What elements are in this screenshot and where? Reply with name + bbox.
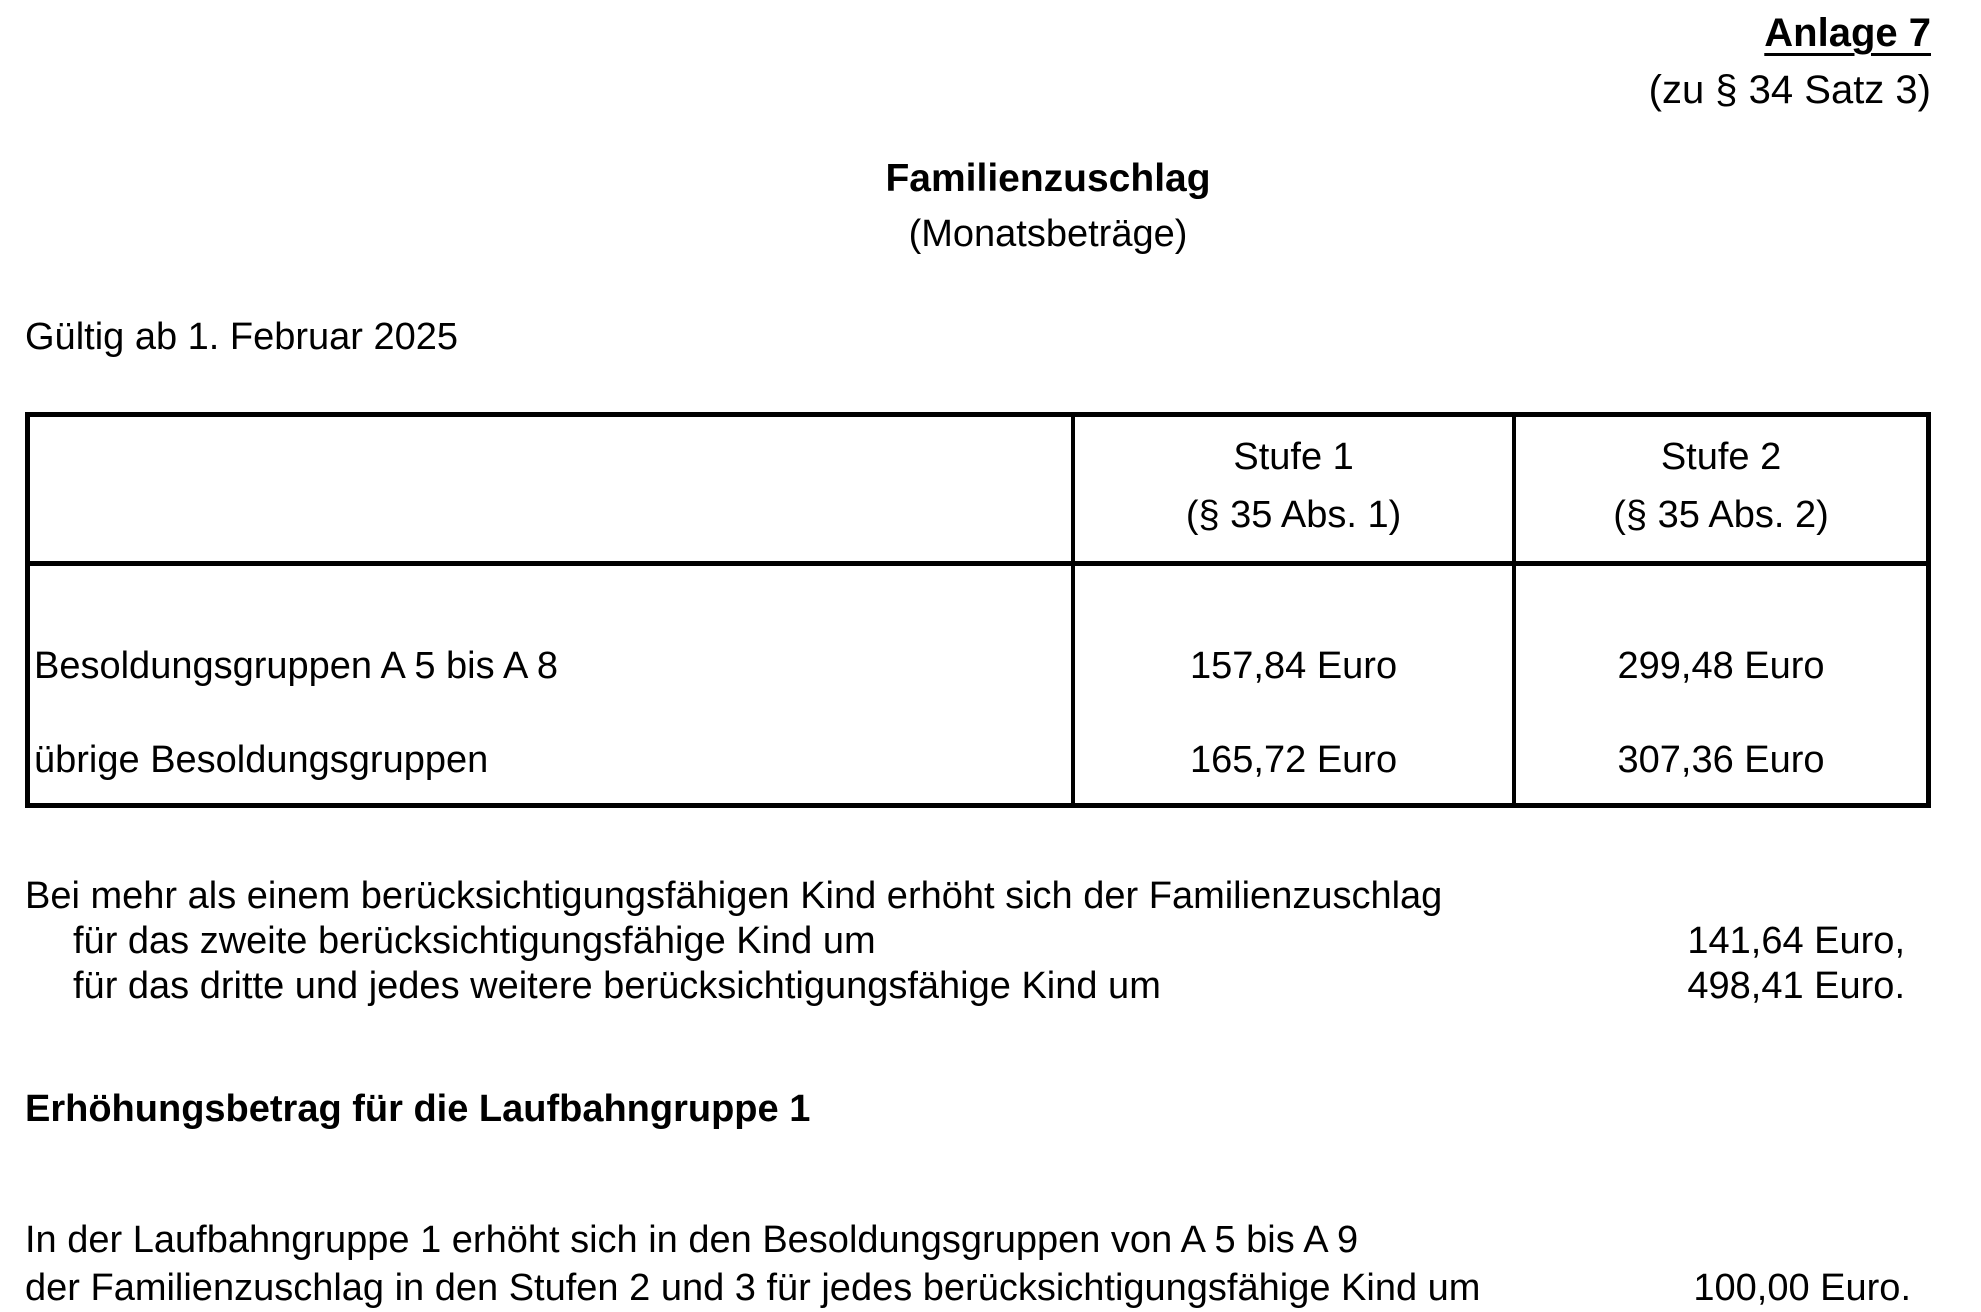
header-stufe1-ref: (§ 35 Abs. 1) bbox=[1185, 493, 1402, 536]
stufe2-value: 307,36 Euro bbox=[1617, 739, 1825, 782]
second-child-amount: 141,64 Euro, bbox=[1687, 920, 1905, 963]
annex-reference: (zu § 34 Satz 3) bbox=[1648, 68, 1931, 113]
increase-line2-text: der Familienzuschlag in den Stufen 2 und 3 für jedes berücksichtigungsfähige Kind um bbox=[25, 1267, 1481, 1310]
increase-section-heading: Erhöhungsbetrag für die Laufbahngruppe 1 bbox=[25, 1088, 811, 1131]
row-labels-cell bbox=[28, 563, 1074, 806]
validity-date: Gültig ab 1. Februar 2025 bbox=[25, 316, 459, 359]
third-child-amount: 498,41 Euro. bbox=[1687, 965, 1905, 1008]
header-stufe1-cell bbox=[1073, 415, 1514, 564]
header-stufe1-title: Stufe 1 bbox=[1233, 436, 1354, 479]
stufe2-value: 299,48 Euro bbox=[1617, 644, 1825, 687]
stufe2-values-cell bbox=[1514, 563, 1928, 806]
second-child-line bbox=[25, 919, 1931, 964]
header-stufe2-cell bbox=[1514, 415, 1928, 564]
increase-amount: 100,00 Euro. bbox=[1693, 1267, 1911, 1310]
children-allowance-note bbox=[25, 874, 1931, 1009]
note-intro: Bei mehr als einem berücksichtigungsfähigen Kind erhöht sich der Familienzuschlag bbox=[25, 875, 1443, 918]
stufe1-value: 157,84 Euro bbox=[1190, 644, 1398, 687]
title-block bbox=[165, 156, 1931, 257]
header-empty-cell bbox=[28, 415, 1074, 564]
header-stufe2-title: Stufe 2 bbox=[1660, 436, 1782, 479]
second-child-text: für das zweite berücksichtigungsfähige Kind um bbox=[73, 920, 876, 963]
header-stufe2-ref: (§ 35 Abs. 2) bbox=[1613, 493, 1829, 536]
stufe1-values-cell bbox=[1073, 563, 1514, 806]
increase-paragraph bbox=[25, 1216, 1931, 1312]
document-subtitle: (Monatsbeträge) bbox=[908, 213, 1188, 256]
increase-line2 bbox=[25, 1264, 1931, 1312]
familienzuschlag-table bbox=[25, 412, 1931, 808]
document-title: Familienzuschlag bbox=[885, 157, 1211, 201]
third-child-text: für das dritte und jedes weitere berücksichtigungsfähige Kind um bbox=[73, 965, 1161, 1008]
row-label: Besoldungsgruppen A 5 bis A 8 bbox=[34, 644, 558, 687]
annex-block bbox=[25, 10, 1931, 114]
row-label: übrige Besoldungsgruppen bbox=[34, 739, 489, 782]
increase-line1: In der Laufbahngruppe 1 erhöht sich in den Besoldungsgruppen von A 5 bis A 9 bbox=[25, 1219, 1359, 1262]
table-body bbox=[28, 563, 1929, 806]
annex-label: Anlage 7 bbox=[1764, 11, 1931, 55]
table-header-row bbox=[28, 415, 1929, 564]
third-child-line bbox=[25, 964, 1931, 1009]
stufe1-value: 165,72 Euro bbox=[1190, 739, 1398, 782]
